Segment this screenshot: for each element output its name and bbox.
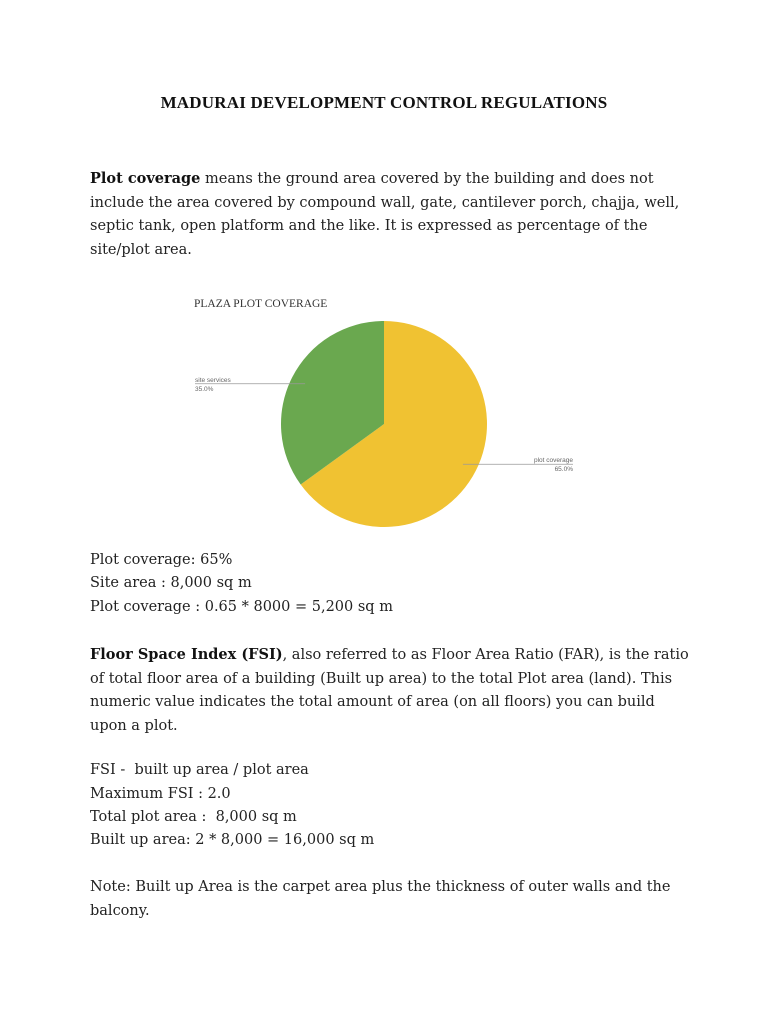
max-fsi: Maximum FSI : 2.0 (90, 786, 231, 802)
fsi-text: , also referred to as Floor Area Ratio (FAR), is the ratio of total floor area of a building (Built up area) to the total Plot area (land). This numeric value indicates the total amount of area (on all floors) you can build upon a plot. (90, 647, 689, 734)
total-plot-area: Total plot area : 8,000 sq m (90, 809, 297, 825)
page-title: MADURAI DEVELOPMENT CONTROL REGULATIONS (160, 93, 608, 112)
plot-coverage-calc: Plot coverage : 0.65 * 8000 = 5,200 sq m (90, 599, 393, 615)
chart-title: PLAZA PLOT COVERAGE (194, 298, 328, 310)
pie-chart-svg (183, 287, 583, 542)
fsi-definition (90, 643, 690, 738)
site-area-value: Site area : 8,000 sq m (90, 575, 252, 591)
slice-percent-plot-coverage: 65.0% (554, 466, 573, 474)
plot-coverage-value: Plot coverage: 65% (90, 552, 233, 568)
plot-coverage-text: means the ground area covered by the building and does not include the area covered by compound wall, gate, cantilever porch, chajja, well, septic tank, open platform and the like. It is expressed as percentage of the site/plot area. (90, 171, 680, 258)
note-paragraph: Note: Built up Area is the carpet area plus the thickness of outer walls and the balcony. (90, 879, 671, 919)
plot-coverage-definition (90, 167, 690, 262)
plot-coverage-pie-chart (183, 287, 583, 542)
plot-coverage-term: Plot coverage (90, 170, 201, 187)
fsi-formula: FSI - built up area / plot area (90, 762, 309, 778)
slice-percent-site-services: 35.0% (195, 385, 214, 393)
slice-label-site-services: site services (195, 376, 231, 384)
fsi-term: Floor Space Index (FSI) (90, 646, 283, 663)
built-up-area-calc: Built up area: 2 * 8,000 = 16,000 sq m (90, 832, 375, 848)
slice-label-plot-coverage: plot coverage (533, 457, 573, 465)
